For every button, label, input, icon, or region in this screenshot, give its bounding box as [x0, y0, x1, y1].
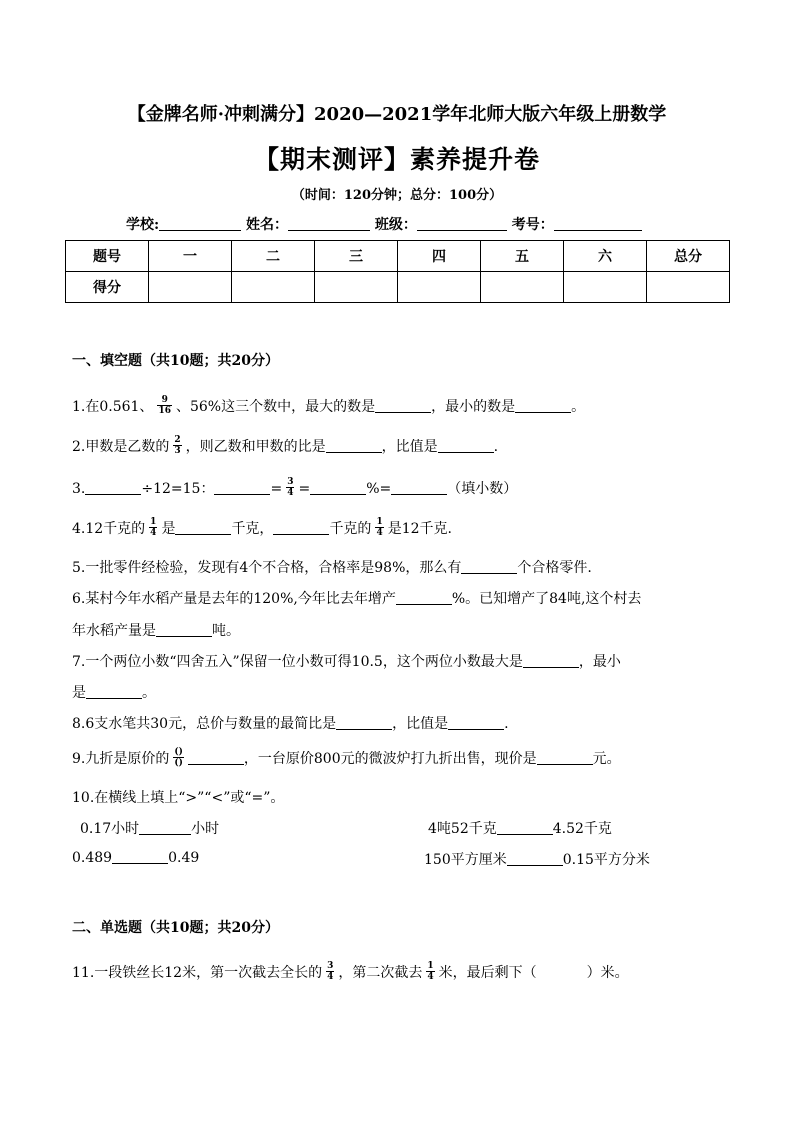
question-text: %。已知增产了84吨,这个村去 — [451, 591, 642, 607]
answer-blank[interactable] — [396, 590, 452, 605]
fraction-denominator: () — [174, 757, 183, 768]
exam-title: 【期末测评】素养提升卷 — [253, 145, 540, 174]
fraction-numerator: 9 — [161, 394, 168, 405]
question-text: 千克的 — [329, 521, 372, 537]
table-cell: 一 — [149, 241, 232, 272]
answer-blank[interactable] — [438, 438, 494, 453]
answer-blank[interactable] — [139, 820, 191, 835]
answer-blank[interactable] — [273, 520, 329, 535]
question-10-item-1 — [80, 818, 219, 838]
question-text: ，比值是 — [392, 716, 449, 732]
question-6-line-2 — [72, 620, 240, 640]
table-cell — [481, 272, 564, 303]
answer-blank[interactable] — [112, 849, 168, 864]
question-text: 小时 — [191, 821, 220, 837]
answer-blank[interactable] — [336, 715, 392, 730]
question-text: 元。 — [592, 751, 621, 767]
answer-blank[interactable] — [448, 715, 504, 730]
question-text: = — [270, 481, 283, 497]
name-label: 姓名： — [246, 217, 289, 233]
fraction-numerator: 1 — [150, 516, 157, 527]
table-cell — [398, 272, 481, 303]
question-8 — [72, 713, 509, 733]
answer-blank[interactable] — [461, 559, 517, 574]
fraction-numerator: 1 — [376, 516, 383, 527]
table-cell — [564, 272, 647, 303]
fraction-denominator: 3 — [174, 445, 181, 456]
document-title: 【金牌名师·冲刺满分】2020—2021学年北师大版六年级上册数学 — [127, 104, 667, 125]
question-text: %= — [366, 481, 392, 497]
question-text: 是12千克. — [387, 521, 452, 537]
fraction-numerator: 1 — [427, 960, 434, 971]
fraction-numerator: () — [174, 746, 183, 757]
question-text: 4.12千克的 — [72, 521, 146, 537]
fraction — [375, 517, 383, 538]
table-cell — [232, 272, 315, 303]
fraction — [426, 961, 434, 982]
answer-blank[interactable] — [175, 520, 231, 535]
score-table — [65, 240, 730, 303]
school-blank — [159, 216, 241, 231]
answer-blank[interactable] — [523, 653, 579, 668]
question-text: 是 — [72, 685, 86, 701]
question-text: 4吨52千克 — [428, 821, 497, 837]
question-text: 4.52千克 — [552, 821, 612, 837]
answer-blank[interactable] — [310, 480, 366, 495]
question-11 — [72, 962, 629, 984]
question-text: 150平方厘米 — [424, 852, 507, 868]
section-title-single-choice: 二、单选题（共10题；共20分） — [72, 920, 279, 936]
question-text: ，比值是 — [381, 439, 438, 455]
question-text: 。 — [142, 685, 156, 701]
question-text: 8.6支水笔共30元，总价与数量的最简比是 — [72, 716, 337, 732]
fraction-denominator: 16 — [158, 405, 171, 416]
question-text: 0.15平方分米 — [562, 852, 650, 868]
table-cell: 题号 — [66, 241, 149, 272]
question-10-item-4 — [424, 849, 650, 869]
fraction-numerator: 3 — [287, 476, 294, 487]
exam-time-score: （时间：120分钟；总分：100分） — [291, 188, 503, 203]
question-text: 7.一个两位小数“四舍五入”保留一位小数可得10.5，这个两位小数最大是 — [72, 654, 523, 670]
table-cell: 总分 — [647, 241, 730, 272]
table-cell: 三 — [315, 241, 398, 272]
score-table-header-row — [66, 241, 730, 272]
question-3 — [72, 478, 517, 500]
school-label: 学校: — [126, 217, 160, 233]
fraction — [149, 517, 157, 538]
question-10-item-2 — [428, 818, 612, 838]
question-text: ，最小的数是 — [431, 399, 516, 415]
answer-blank[interactable] — [497, 820, 553, 835]
question-text: 9.九折是原价的 — [72, 751, 170, 767]
question-text: 1.在0.561、 — [72, 399, 154, 415]
question-text: = — [298, 481, 311, 497]
table-cell: 五 — [481, 241, 564, 272]
question-text: 0.489 — [72, 850, 113, 866]
question-text: 11.一段铁丝长12米，第一次截去全长的 — [72, 965, 323, 981]
answer-blank[interactable] — [156, 622, 212, 637]
question-text: ，则乙数和甲数的比是 — [185, 439, 326, 455]
question-text: . — [493, 439, 499, 455]
table-cell — [647, 272, 730, 303]
question-10: 10.在横线上填上“>”“<”或“=”。 — [72, 790, 285, 806]
question-text: （填小数） — [447, 481, 518, 497]
fraction-denominator: 4 — [150, 527, 157, 538]
table-cell — [315, 272, 398, 303]
answer-blank[interactable] — [391, 480, 447, 495]
class-blank — [417, 216, 507, 231]
fraction-denominator: 4 — [327, 971, 334, 982]
table-cell: 四 — [398, 241, 481, 272]
question-text: 2.甲数是乙数的 — [72, 439, 170, 455]
fraction-numerator: 3 — [327, 960, 334, 971]
table-cell — [149, 272, 232, 303]
fraction — [286, 477, 294, 498]
question-2 — [72, 436, 498, 458]
answer-blank[interactable] — [188, 750, 244, 765]
answer-blank[interactable] — [85, 480, 141, 495]
question-1 — [72, 396, 585, 418]
question-text: ÷12=15： — [141, 481, 215, 497]
question-text: 个合格零件. — [517, 560, 592, 576]
question-10-item-3 — [72, 849, 199, 866]
question-text: 6.某村今年水稻产量是去年的120%,今年比去年增产 — [72, 591, 396, 607]
table-cell: 得分 — [66, 272, 149, 303]
table-cell: 六 — [564, 241, 647, 272]
question-text: 。 — [571, 399, 586, 415]
question-text: 是 — [161, 521, 176, 537]
answer-blank[interactable] — [86, 684, 142, 699]
question-7-line-2 — [72, 682, 156, 702]
answer-blank[interactable] — [507, 851, 563, 866]
section-title-fill-blank: 一、填空题（共10题；共20分） — [72, 353, 279, 369]
question-text: . — [504, 716, 509, 732]
fraction-numerator: 2 — [174, 434, 181, 445]
class-label: 班级： — [374, 217, 417, 233]
fraction — [157, 395, 172, 416]
answer-blank[interactable] — [375, 398, 431, 413]
answer-blank[interactable] — [537, 750, 593, 765]
question-text: ）米。 — [586, 965, 629, 981]
answer-blank[interactable] — [515, 398, 571, 413]
exam-no-blank — [554, 216, 642, 231]
fraction — [326, 961, 334, 982]
question-5 — [72, 557, 592, 577]
question-text: 年水稻产量是 — [72, 623, 156, 639]
score-table-score-row — [66, 272, 730, 303]
table-cell: 二 — [232, 241, 315, 272]
question-text: 0.17小时 — [80, 821, 140, 837]
exam-no-label: 考号： — [511, 217, 554, 233]
fraction — [173, 435, 181, 456]
answer-blank[interactable] — [214, 480, 270, 495]
fraction-denominator: 4 — [376, 527, 383, 538]
question-text: 5.一批零件经检验，发现有4个不合格，合格率是98%，那么有 — [72, 560, 462, 576]
question-9 — [72, 748, 621, 770]
question-text: 吨。 — [212, 623, 240, 639]
question-7 — [72, 651, 621, 671]
question-text: 米，最后剩下（ — [438, 965, 537, 981]
question-text: ，第二次截去 — [338, 965, 423, 981]
question-text: ，一台原价800元的微波炉打九折出售，现价是 — [243, 751, 537, 767]
question-text: 、56%这三个数中，最大的数是 — [175, 399, 376, 415]
question-text: 千克， — [231, 521, 274, 537]
fraction-denominator: 4 — [287, 487, 294, 498]
answer-blank[interactable] — [326, 438, 382, 453]
question-text: 0.49 — [168, 850, 200, 866]
fraction — [173, 747, 184, 768]
question-6 — [72, 588, 641, 608]
question-text: 3. — [72, 481, 86, 497]
question-text: ，最小 — [578, 654, 621, 670]
question-4 — [72, 518, 452, 540]
fraction-denominator: 4 — [427, 971, 434, 982]
student-info-line — [126, 214, 642, 234]
name-blank — [288, 216, 370, 231]
